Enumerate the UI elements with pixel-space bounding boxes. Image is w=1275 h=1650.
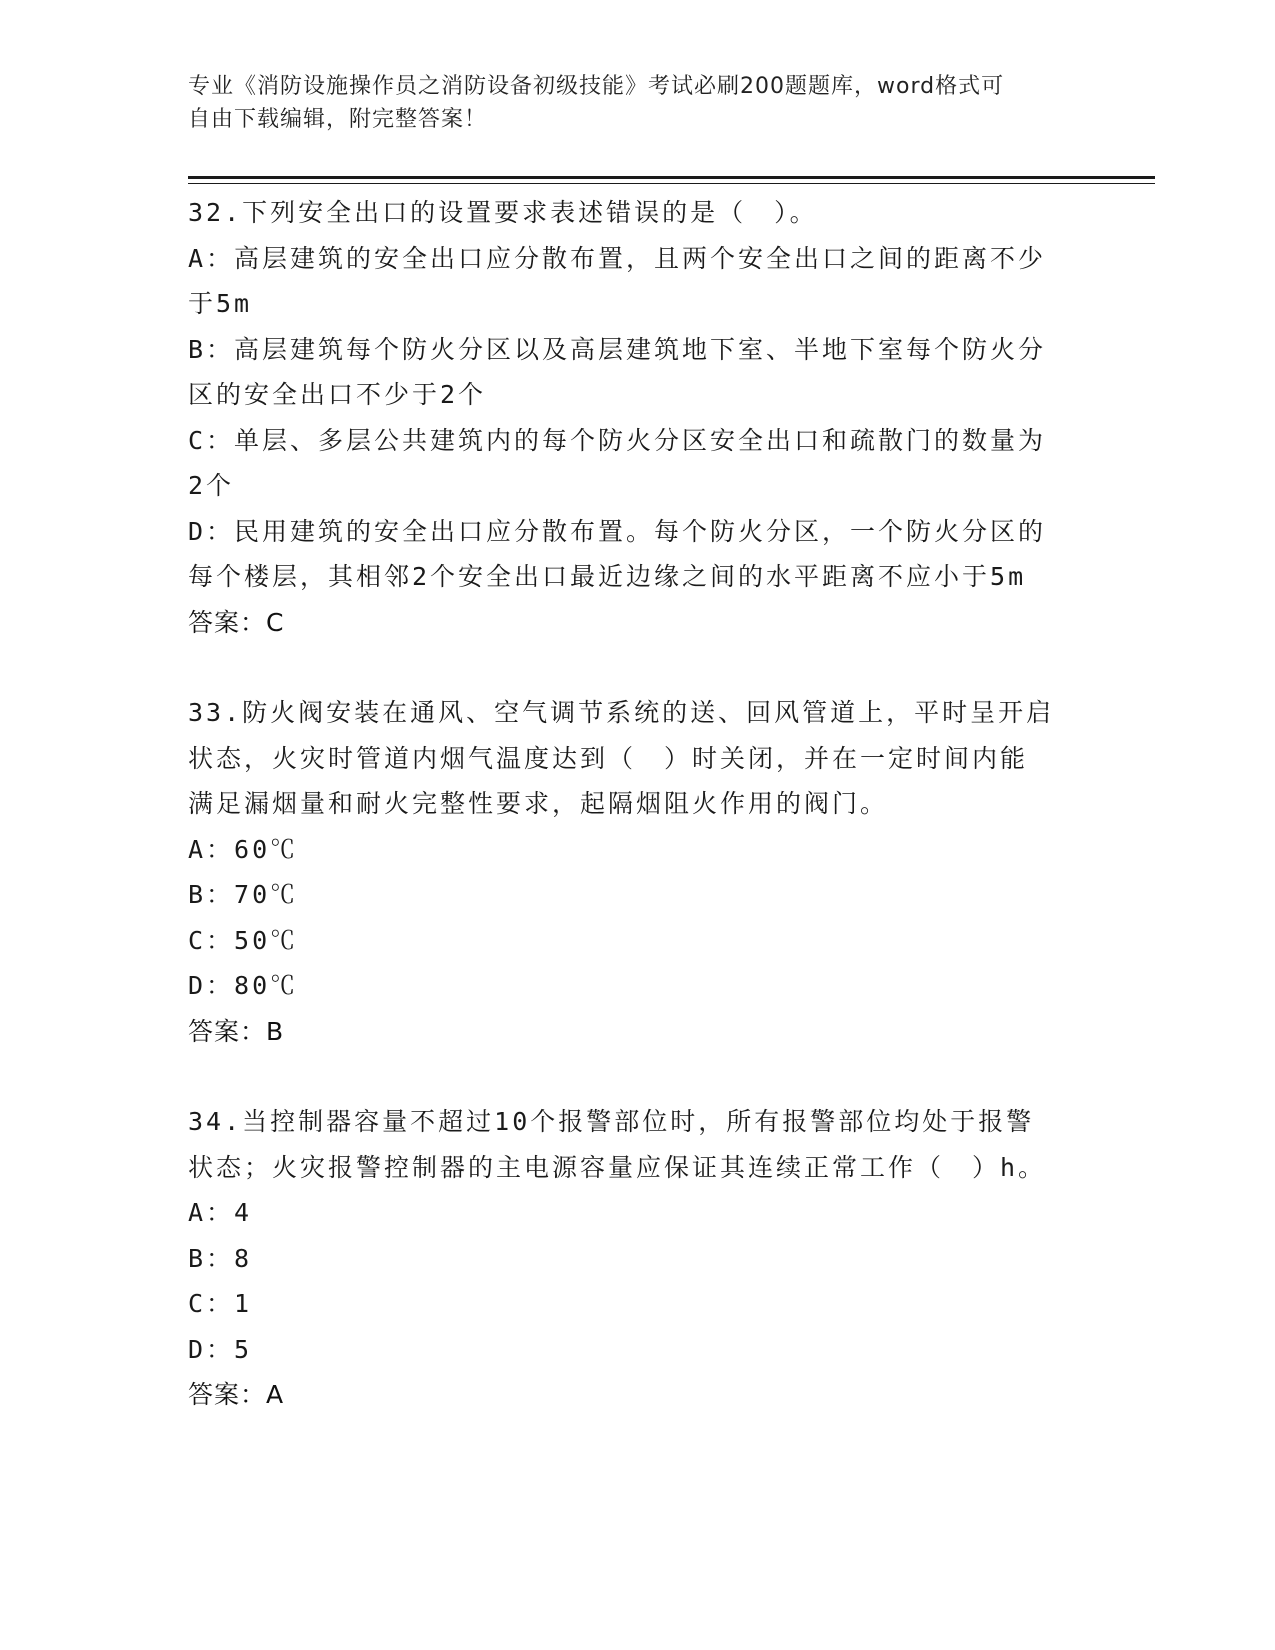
question-stem-line: 状态，火灾时管道内烟气温度达到（ ）时关闭，并在一定时间内能 [188,743,1029,773]
question-list [188,190,1078,1463]
option-c-line: C：50℃ [188,925,299,955]
option-d-line: D：5 [188,1334,253,1364]
option-a-line: A：60℃ [188,834,299,864]
option-b-line: 区的安全出口不少于2个 [188,380,487,409]
option-d-line: 每个楼层，其相邻2个安全出口最近边缘之间的水平距离不应小于5m [188,562,1027,591]
answer-label: 答案：B [188,1016,285,1046]
header-line-2: 自由下载编辑，附完整答案！ [188,107,488,132]
option-c-line: 2个 [188,471,235,500]
header-divider-thin [188,183,1155,184]
option-d-line: D：民用建筑的安全出口应分散布置。每个防火分区，一个防火分区的 [188,516,1047,546]
question-32 [188,190,1078,645]
question-33 [188,690,1078,1054]
option-c-line: C：单层、多层公共建筑内的每个防火分区安全出口和疏散门的数量为 [188,425,1047,455]
header-line-1: 专业《消防设施操作员之消防设备初级技能》考试必刷200题题库，word格式可 [188,74,1005,99]
option-d-line: D：80℃ [188,971,299,1000]
option-b-line: B：8 [188,1243,253,1273]
document-header [188,70,1068,136]
answer-label: 答案：C [188,607,285,637]
option-c-line: C：1 [188,1289,253,1318]
option-b-line: B：70℃ [188,880,299,909]
question-stem-line: 33.防火阀安装在通风、空气调节系统的送、回风管道上，平时呈开启 [188,698,1055,727]
option-a-line: A：4 [188,1198,253,1227]
question-34 [188,1099,1078,1418]
question-stem-line: 32.下列安全出口的设置要求表述错误的是（ ）。 [188,198,818,227]
option-a-line: 于5m [188,289,253,318]
question-stem-line: 状态；火灾报警控制器的主电源容量应保证其连续正常工作（ ）h。 [188,1152,1047,1182]
option-b-line: B：高层建筑每个防火分区以及高层建筑地下室、半地下室每个防火分 [188,334,1047,364]
answer-label: 答案：A [188,1380,285,1409]
option-a-line: A：高层建筑的安全出口应分散布置，且两个安全出口之间的距离不少 [188,243,1047,273]
question-stem-line: 34.当控制器容量不超过10个报警部位时，所有报警部位均处于报警 [188,1107,1035,1136]
header-divider-thick [188,176,1155,179]
question-stem-line: 满足漏烟量和耐火完整性要求，起隔烟阻火作用的阀门。 [188,789,889,818]
